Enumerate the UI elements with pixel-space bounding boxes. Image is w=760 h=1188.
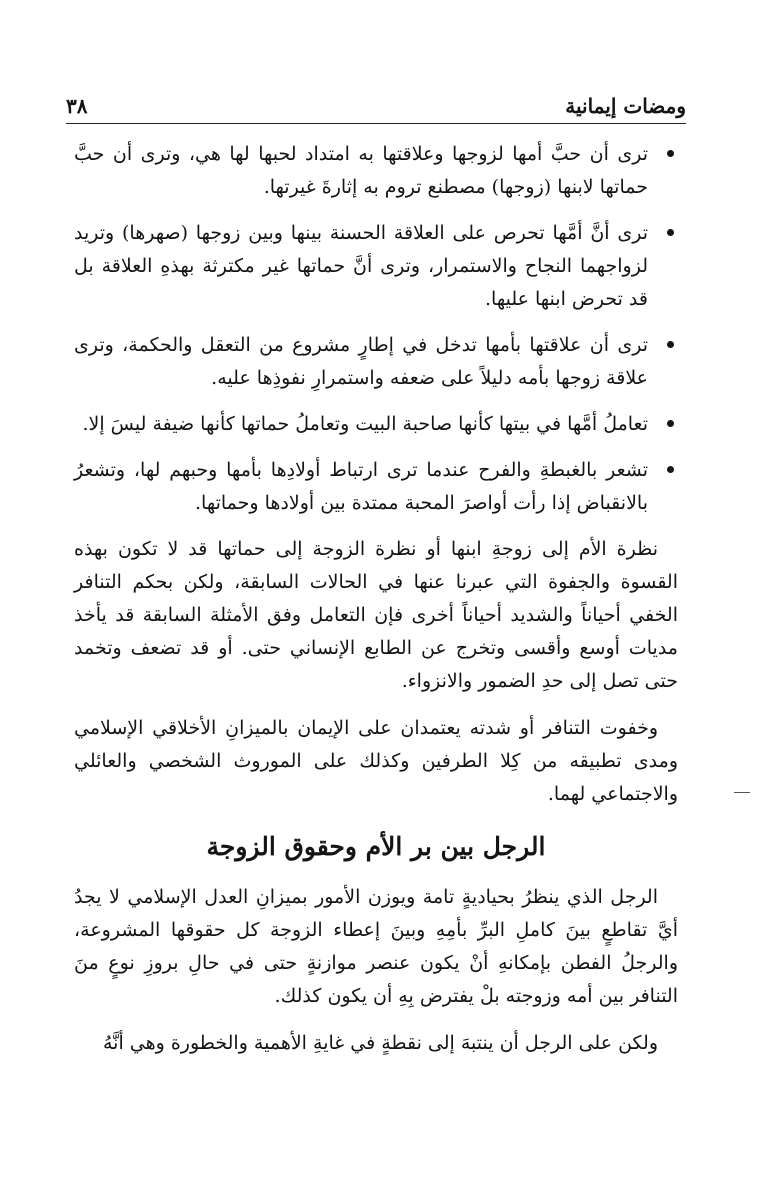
list-item bbox=[74, 408, 678, 441]
header-divider bbox=[66, 123, 686, 124]
paragraph: الرجل الذي ينظرُ بحياديةٍ تامة ويوزن الأمور بميزانِ العدل الإسلامي لا يجدُ أيَّ تقاطعٍ بينَ كاملِ البرِّ بأمِهِ وبينَ إعطاء الزوجة كل حقوقها المشروعة، والرجلُ الفطن بإمكانهِ أنْ يكون عنصر موازنةٍ حتى في حالِ بروزِ نوعٍ منَ التنافر بين أمه وزوجته بلْ يفترض بِهِ أن يكون كذلك. bbox=[74, 886, 678, 1007]
section-heading: الرجل بين بر الأم وحقوق الزوجة bbox=[206, 832, 546, 861]
list-item bbox=[74, 138, 678, 204]
bullet-text: ترى أنَّ أمَّها تحرص على العلاقة الحسنة بينها وبين زوجها (صهرها) وتريد لزواجهما النجاح والاستمرار، وترى أنَّ حماتها غير مكترثة بهذهِ العلاقة بل قد تحرض ابنها عليها. bbox=[74, 222, 648, 310]
page-header bbox=[66, 92, 686, 118]
bullet-icon bbox=[667, 420, 674, 427]
list-item bbox=[74, 217, 678, 316]
bullet-icon bbox=[667, 341, 674, 348]
page-body bbox=[74, 138, 678, 1074]
paragraph: وخفوت التنافر أو شدته يعتمدان على الإيمان بالميزانِ الأخلاقي الإسلامي ومدى تطبيقه من كِلا الطرفين وكذلك على الموروث الشخصي والعائلي والاجتماعي لهما. bbox=[74, 717, 678, 805]
paragraph: ولكن على الرجل أن ينتبهَ إلى نقطةٍ في غايةِ الأهمية والخطورة وهي أنَّهُ bbox=[102, 1032, 658, 1054]
list-item bbox=[74, 454, 678, 520]
list-item bbox=[74, 329, 678, 395]
bullet-text: ترى أن علاقتها بأمها تدخل في إطارٍ مشروع من التعقل والحكمة، وترى علاقة زوجها بأمه دليلاً على ضعفه واستمرارِ نفوذِها عليه. bbox=[74, 334, 648, 389]
bullet-text: تشعر بالغبطةِ والفرح عندما ترى ارتباط أولادِها بأمها وحبهم لها، وتشعرُ بالانقباض إذا رأت أواصرَ المحبة ممتدة بين أولادها وحماتها. bbox=[74, 459, 648, 514]
running-title: ومضات إيمانية bbox=[565, 94, 686, 118]
bullet-icon bbox=[667, 466, 674, 473]
margin-mark bbox=[734, 792, 750, 793]
bullet-list bbox=[74, 138, 678, 520]
bullet-icon bbox=[667, 229, 674, 236]
paragraph: نظرة الأم إلى زوجةِ ابنها أو نظرة الزوجة إلى حماتها قد لا تكون بهذه القسوة والجفوة التي عبرنا عنها في الحالات السابقة، ولكن بحكم التنافر الخفي أحياناً والشديد أحياناً أخرى فإن التعامل وفق الأمثلة السابقة قد يأخذ مديات أوسع وأقسى وتخرج عن الطابع الإنساني حتى. أو قد تضعف وتخمد حتى تصل إلى حدِ الضمور والانزواء. bbox=[74, 538, 678, 692]
bullet-icon bbox=[667, 150, 674, 157]
bullet-text: ترى أن حبَّ أمها لزوجها وعلاقتها به امتداد لحبها لها هي، وترى أن حبَّ حماتها لابنها (زوجها) مصطنع تروم به إثارةَ غيرتها. bbox=[74, 143, 648, 198]
page-number: ٣٨ bbox=[66, 94, 88, 118]
bullet-text: تعاملُ أمَّها في بيتها كأنها صاحبة البيت وتعاملُ حماتها كأنها ضيفة ليسَ إلا. bbox=[82, 413, 648, 435]
